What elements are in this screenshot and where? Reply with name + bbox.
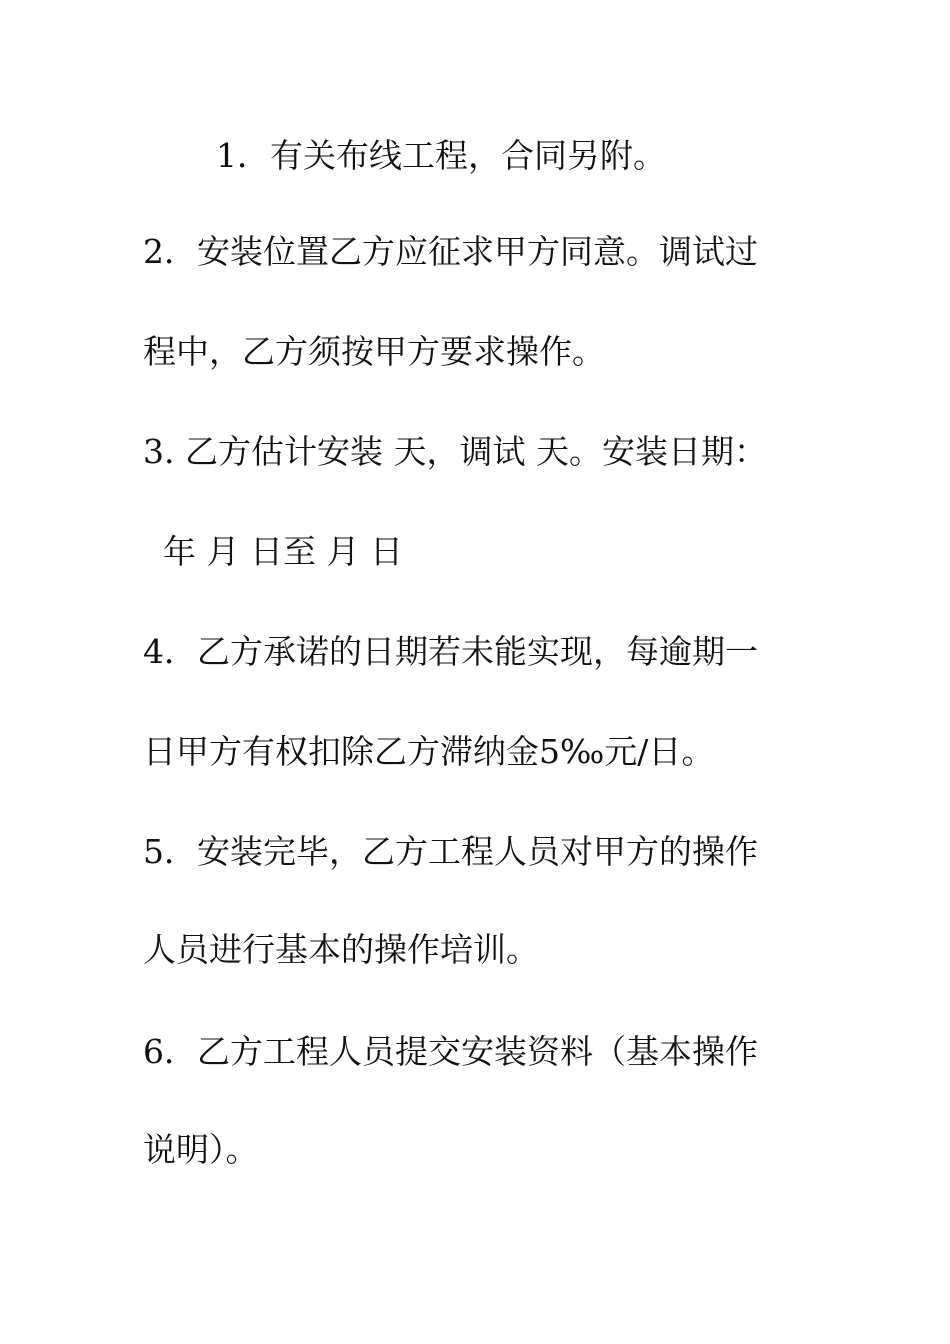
- clause-1-line: 1．有关布线工程，合同另附。: [216, 136, 666, 175]
- clause-5-line-2: 人员进行基本的操作培训。: [143, 930, 539, 969]
- clause-2-line-2: 程中，乙方须按甲方要求操作。: [143, 332, 605, 371]
- clause-5-line-1: 5．安装完毕，乙方工程人员对甲方的操作: [143, 832, 758, 871]
- clause-6-line-2: 说明）。: [143, 1130, 259, 1169]
- clause-3-line-2: 年 月 日至 月 日: [163, 532, 403, 571]
- clause-4-line-1: 4．乙方承诺的日期若未能实现，每逾期一: [143, 632, 758, 671]
- clause-6-line-1: 6．乙方工程人员提交安装资料（基本操作: [143, 1032, 758, 1071]
- clause-3-line-1: 3. 乙方估计安装 天，调试 天。安装日期：: [143, 432, 767, 471]
- clause-4-line-2: 日甲方有权扣除乙方滞纳金5‰元/日。: [143, 732, 715, 771]
- clause-2-line-1: 2．安装位置乙方应征求甲方同意。调试过: [143, 232, 758, 271]
